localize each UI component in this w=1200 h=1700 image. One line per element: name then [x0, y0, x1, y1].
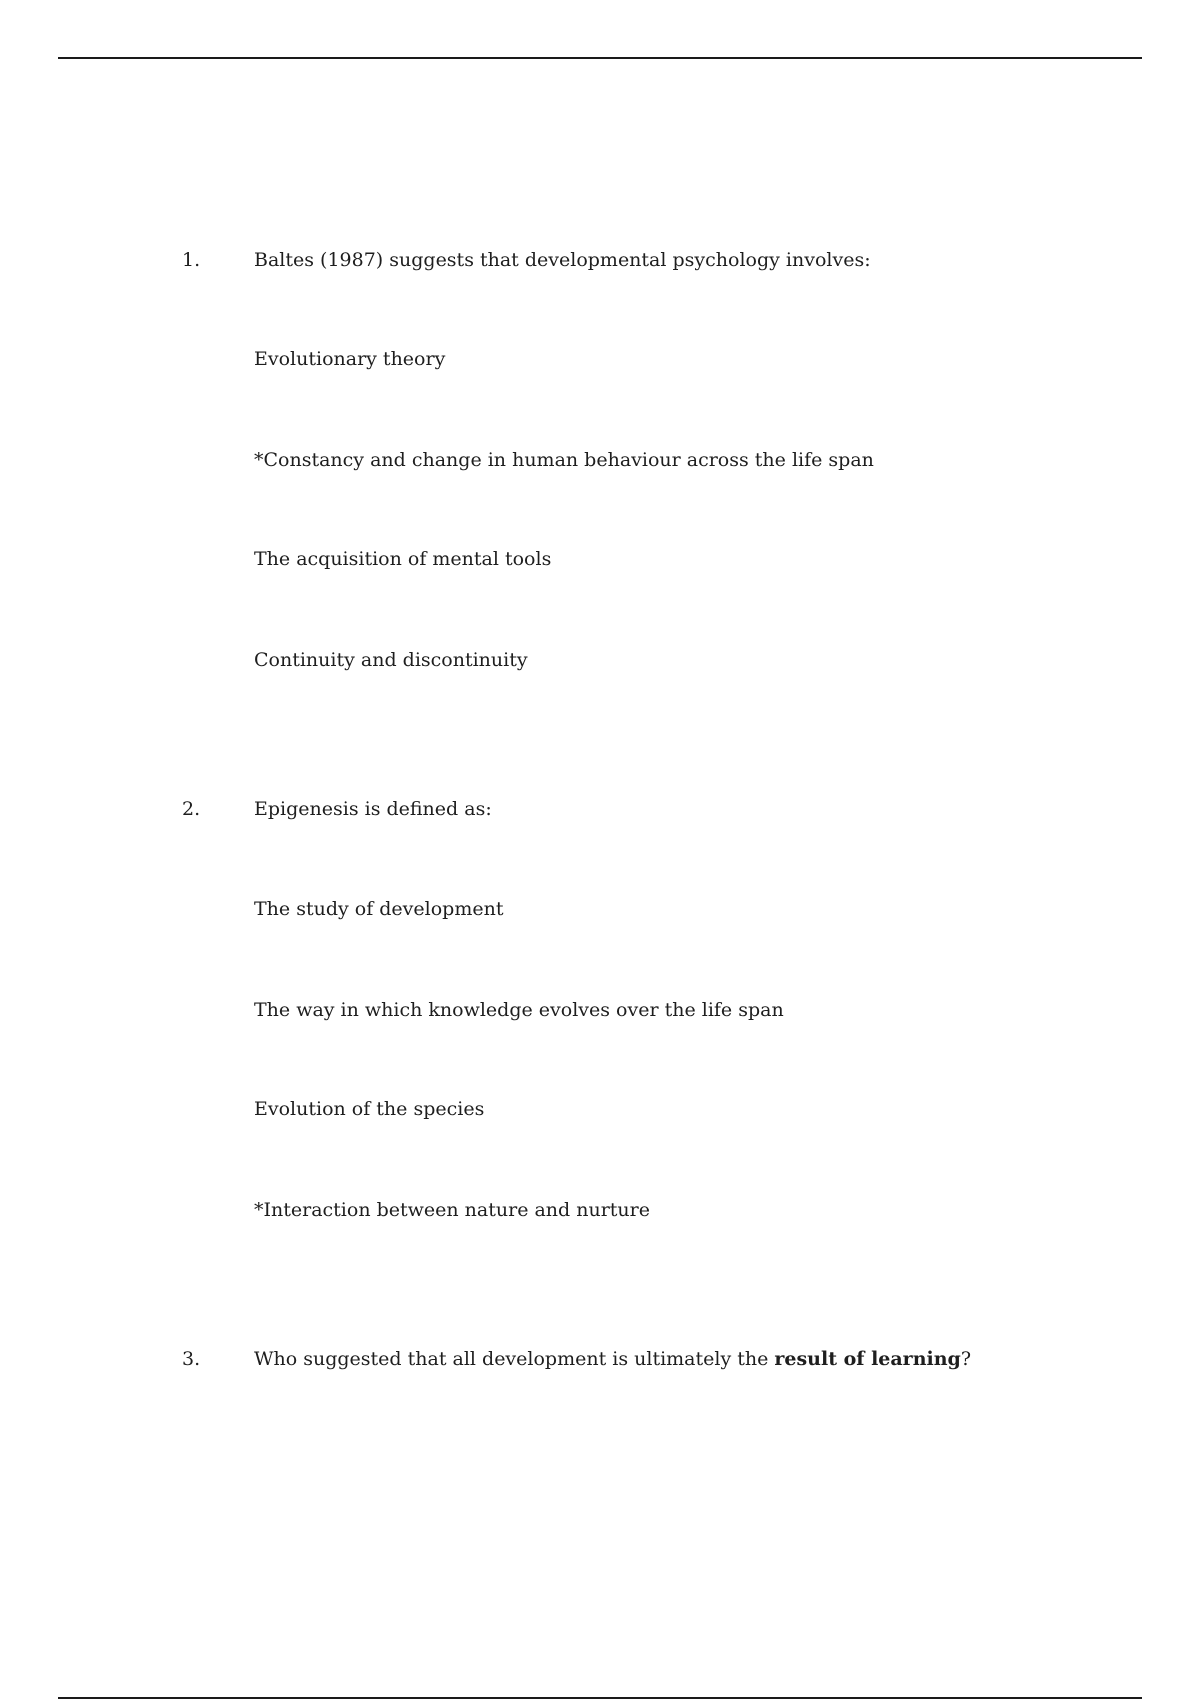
question-number: 1.: [182, 249, 201, 271]
question-number: 3.: [182, 1348, 201, 1370]
question-2: [0, 789, 1200, 829]
option-item: The way in which knowledge evolves over the life span: [254, 999, 784, 1021]
option-item: The acquisition of mental tools: [254, 548, 552, 570]
question-number: 2.: [182, 798, 201, 820]
question-text-bold: result of learning: [774, 1348, 961, 1370]
question-3: [0, 1339, 1200, 1379]
option-item: Evolution of the species: [254, 1098, 485, 1120]
option-item: Continuity and discontinuity: [254, 649, 528, 671]
top-rule: [58, 57, 1142, 59]
option-item-correct: *Constancy and change in human behaviour across the life span: [254, 449, 874, 471]
question-row: [0, 1339, 1200, 1379]
question-row: [0, 240, 1200, 280]
option-item: Evolutionary theory: [254, 348, 446, 370]
question-text-part: ?: [960, 1348, 972, 1370]
question-text-part: Who suggested that all development is ultimately the: [254, 1348, 775, 1370]
question-1: [0, 240, 1200, 280]
question-row: [0, 789, 1200, 829]
question-text: Baltes (1987) suggests that developmental psychology involves:: [254, 249, 871, 271]
bottom-rule: [58, 1697, 1142, 1699]
option-item-correct: *Interaction between nature and nurture: [254, 1199, 650, 1221]
question-text: [254, 1339, 971, 1379]
question-text: Epigenesis is defined as:: [254, 798, 492, 820]
option-item: The study of development: [254, 898, 504, 920]
